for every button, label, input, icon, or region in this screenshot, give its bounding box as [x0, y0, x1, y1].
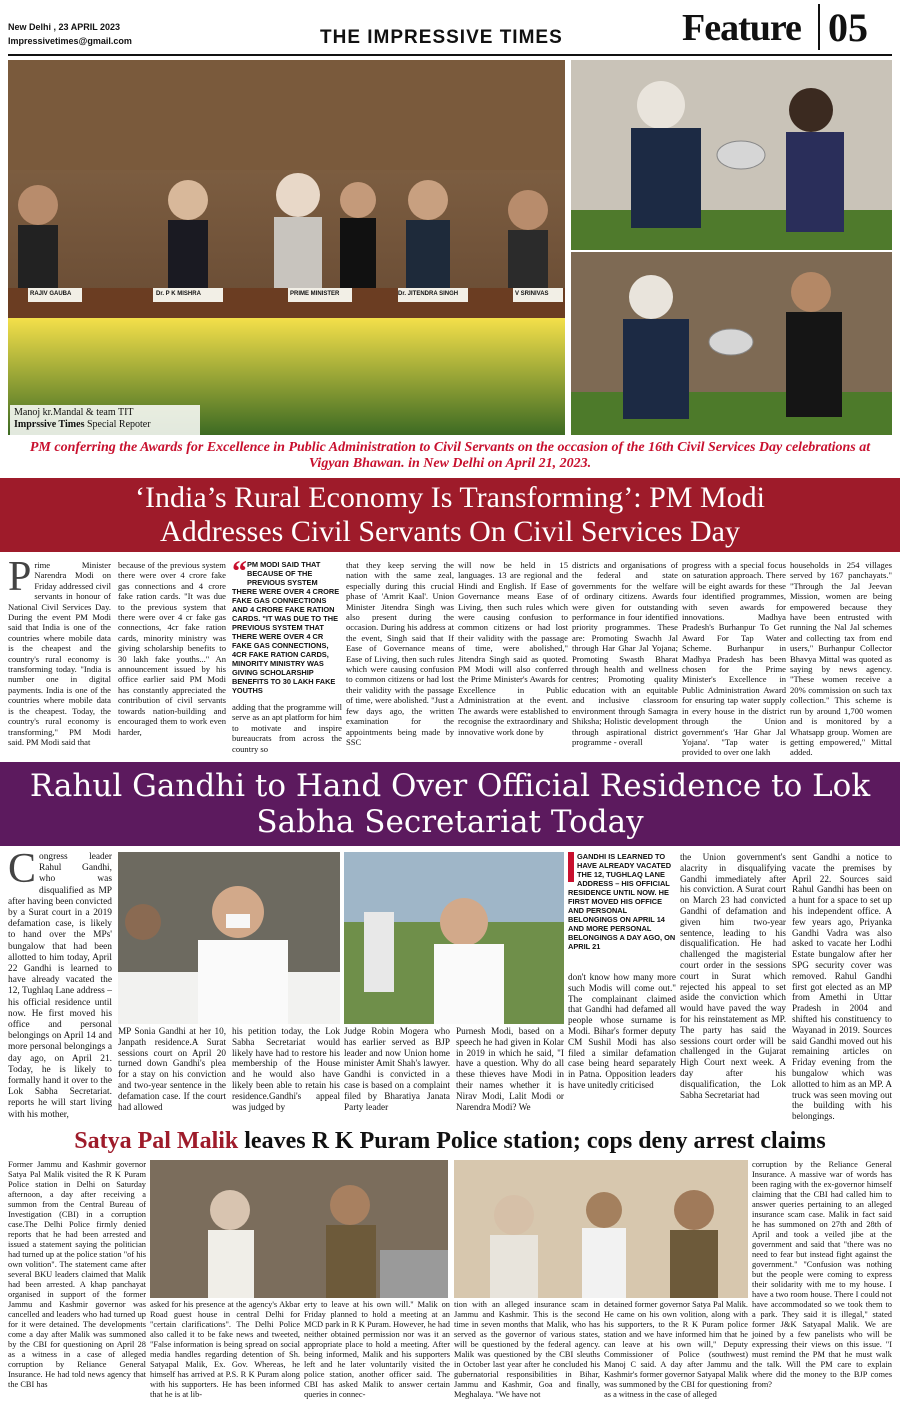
story3-col2: asked for his presence at the agency's Akbar Road guest house in central Delhi for "certain clarifications". The Delhi Police also called it to be fake news and tweeted, "False information is being spread on social media handles regarding detention of Sh. Satyapal Malik, Ex. Gov. Whereas, he himself has arrived at P.S. R K Puram along with his supporters. He has been informed that he is at lib- — [150, 1300, 300, 1399]
masthead-divider — [818, 4, 820, 50]
credit-bold: Imprssive Times — [14, 419, 85, 430]
story2-col6: don't know how many more such Modis will come out." The complainant claimed that Gandhi had defamed all people whose surname is Modi. Bihar's former deputy CM Sushil Modi has also filed a similar defamation case being heard separately in Patna. Opposition leaders have unitedly criticised — [568, 972, 676, 1090]
nameplate: PRIME MINISTER — [290, 291, 340, 297]
photo-rahul-gandhi-1 — [118, 852, 340, 1024]
photo-award-man — [571, 252, 892, 435]
photo-satya-pal-malik-1 — [150, 1160, 448, 1298]
story2-headline-line1: Rahul Gandhi to Hand Over Official Residence to Lok — [29, 768, 871, 804]
nameplate: V SRINIVAS — [515, 291, 549, 297]
credit-line2 — [14, 419, 196, 431]
story1-col5: will now be held in 15 languages. 13 are regional and Hindi and English. If Ease of Governance means Ease of Living, then such rules which were causing confusion to common citizens or had lost their validity with the passage of time, were abolished," Jitendra Singh said as quoted. PM Modi will also conferred the Prime Minister's Awards for Excellence in Public Administration at the event. The awards were established to recognise the extraordinary and innovative work done by — [458, 560, 568, 737]
story2-col8: sent Gandhi a notice to vacate the premises by April 22. Sources said Rahul Gandhi has been on a hunt for a space to set up his independent office. A few years ago, Priyanka Gandhi Vadra was also asked to vacate her Lodhi Estate bungalow after her SPG security cover was removed. Rahul Gandhi first got elected as an MP from Amethi in Uttar Pradesh in 2004 and shifted his constituency to Wayanad in 2019. Sources said Gandhi moved out his remaining articles on Friday evening from the bungalow which was allotted to him as an MP. A truck was seen moving out the building with his belongings. — [792, 852, 892, 1122]
story2-headline-line2: Sabha Secretariat Today — [256, 804, 644, 840]
story3-col6: corruption by the Reliance General Insurance. A massive war of words has been raging with the ex-governor himself claiming that the CBI had called him to answer queries pertaining to an alleged insurance scam case. Malik in fact said he has summoned on 27th and 28th of April and took a veiled jibe at the government and said that "there was no need to fear but instead fight against the government." "Confusion was nothing but the people were coming to express their solidarity with me to my house. I have a two room house. There I could not have accommodated so we took them to a park. They said it is illegal," stated former J&K Satyapal Malik. We are joined by a few panelists who will be expressing their views on this issue. "I must remind the PM that he must walk the talk. Will the PM care to explain where did the money to the BJP comes from? — [752, 1160, 892, 1389]
story2-col3: his petition today, the Lok Sabha Secretariat would likely have had to restore his membership of the House and he would also have likely been able to retain his residence.Gandhi's appeal was judged by — [232, 1026, 340, 1112]
story1-pull-quote: “ PM MODI SAID THAT BECAUSE OF THE PREVIOUS SYSTEM THERE WERE OVER 4 CRORE FAKE GAS CONNECTIONS AND 4 CRORE FAKE RATION CARDS. "IT WAS DUE TO THE PREVIOUS SYSTEM THAT THERE WERE OVER 4 CR FAKE GAS CONNECTIONS, 4CR FAKE RATION CARDS, MINORITY MINISTRY WAS GIVING SCHOLARSHIP BENEFITS TO 30 LAKH FAKE YOUTHS — [232, 555, 340, 695]
story2-col5: Purnesh Modi, based on a speech he had given in Kolar in 2019 in which he said, "I have a question. Why do all these thieves have Modi in their names whether it is Nirav Modi, Lalit Modi or Narendra Modi? We — [456, 1026, 564, 1112]
masthead-rule — [8, 54, 892, 56]
story1-col4: that they keep serving the nation with the same zeal, especially during this crucial phase of 'Amrit Kaal'. Union Minister Jitendra Singh was also present during the occasion. During his address at the event, Singh said that If Ease of Governance means Ease of Living, then such rules which were causing confusion to common citizens or had lost their validity with the passage of time, were abolished. "Just a few days ago, the written examination for the appointments being made by SSC — [346, 560, 454, 747]
story3-headline-red: Satya Pal Malik — [74, 1128, 239, 1154]
story1-col6: districts and organisations of the federal and state governments for the welfare of ordinary citizens. Awards were given for outstanding performance in four identified priority programmes. These are: Promoting Swachh Jal through Har Ghar Jal Yojana; Promoting Swasth Bharat through health and wellness centres; Promoting quality education with an equitable and inclusive classroom environment through Samagra Shiksha; Holistic development through aspirational district programme - overall — [572, 560, 678, 747]
dateline: New Delhi , 23 APRIL 2023 — [8, 22, 121, 32]
paper-name: THE IMPRESSIVE TIMES — [320, 27, 563, 48]
quote-mark-icon: “ — [232, 555, 247, 588]
story2-pull-quote: GANDHI IS LEARNED TO HAVE ALREADY VACATED THE 12, TUGHLAQ LANE ADDRESS – HIS OFFICIAL RESIDENCE UNTIL NOW. HE FIRST MOVED HIS OFFICE AND PERSONAL BELONGINGS ON APRIL 14 AND MORE PERSONAL BELONGINGS A DAY AGO, ON APRIL 21 — [568, 852, 676, 951]
credit-rest: Special Repoter — [84, 419, 151, 430]
photo-rahul-gandhi-2 — [344, 852, 564, 1024]
nameplate: RAJIV GAUBA — [30, 291, 72, 297]
story3-col1: Former Jammu and Kashmir governor Satya Pal Malik visited the R K Puram Police station in Delhi on Saturday afternoon, a day after receiving a summon from the Central Bureau of Investigation (CBI) in a corruption case.The Delhi Police firmly denied reports that he had been arrested and issued a statement saying the politician had turned up at the police station "of his own volition". The statement came after several BKU leaders claimed that Malik had been arrested. A khap panchayat organised in support of the former Jammu and Kashmir governor was cancelled and leaders who had turned up for it were detained. The developments come a day after Malik was summoned by the CBI for questioning on April 28 as a witness in a case of alleged corruption by Reliance General Insurance. He had told news agency that the CBI has — [8, 1160, 146, 1389]
story1-headline-line1: ‘India’s Rural Economy Is Transforming’: PM Modi — [135, 481, 765, 514]
credit-line1: Manoj kr.Mandal & team TIT — [14, 407, 134, 418]
photo-caption: PM conferring the Awards for Excellence in Public Administration to Civil Servants on the occasion of the 16th Civil Services Day celebrations at Vigyan Bhawan. in New Delhi on April 21, 2023. — [29, 440, 871, 471]
quote-bar-icon — [568, 852, 574, 882]
story3-col3: erty to leave at his own will." Malik on Friday planned to hold a meeting at an MCD park in R K Puram. However, he had neither obtained permission nor was it an appropriate place to hold a meeting. After being informed, Malik and his supporters left and he later voluntarily visited the police station, another officer said. The CBI has asked Malik to answer certain queries in connec- — [304, 1300, 450, 1399]
nameplate: Dr. JITENDRA SINGH — [398, 291, 459, 297]
photo-award-woman — [571, 60, 892, 250]
story1-col1-text: rime Minister Narendra Modi on Friday addressed civil servants in honour of National Civil Services Day. During the event PM Modi said that India is one of the countries where mobile data is the cheapest and the country's rural economy is transforming today. "India is number one in digital payments. India is one of the countries where mobile data is the cheapest. Today, the country's rural economy is transforming," PM Modi said. PM Modi said that — [8, 560, 111, 747]
story3-col4: tion with an alleged insurance scam in Jammu and Kashmir. This is the second time in seven months that Malik, who has served as the governor of various states, will be questioned by the federal agency. Malik was questioned by the CBI sleuths in October last year after he concluded his gubernatorial responsibilities in Bihar, Jammu and Kashmir, Goa and finally, Meghalaya. "We have not — [454, 1300, 600, 1399]
story3-headline-rest: leaves R K Puram Police station; cops deny arrest claims — [238, 1128, 826, 1154]
story2-drop-cap: C — [8, 846, 37, 892]
story2-col1: Congress leader Rahul Gandhi, who was disqualified as MP after having been convicted by a Surat court in a 2019 defamation case, is likely to hand over the MPs' bungalow that had been allotted to him today, April 22 Gandhi is learned to have already vacated the 12, Tughlaq Lane address – his official residence until now. He first moved his office and personal belongings on April 14 and more personal belongings a day ago, on April 21. Today, he is likely to formally hand it over to the Lok Sabha Secretariat. reports he will start living with his mother, — [8, 846, 112, 1120]
nameplate: Dr. P K MISHRA — [156, 291, 201, 297]
story1-col8: households in 254 villages served by 167 panchayats." "Through the Jal Jeevan Mission, women are being empowered because they have been entrusted with running the Nal Jal schemes and collecting tax from end users," Burhanpur Collector Bhavya Mittal was quoted as saying by news agency. "These women receive a 20% commission on such tax collection." This scheme is run by around 1,700 women and is monitored by a Whatsapp group. Women are getting empowered," Mittal added. — [790, 560, 892, 758]
story3-headline — [0, 1126, 900, 1156]
story1-drop-cap: P — [8, 554, 32, 600]
story1-col2: because of the previous system there were over 4 crore fake gas connections and 4 crore fake ration cards. "It was due to the previous system that there were over 4 cr fake gas connections, 4cr fake ration cards, minority ministry was giving scholarship benefits to 30 lakh fake youths..." An announcement issued by his office earlier said PM Modi has constantly appreciated the contribution of civil servants towards nation-building and encouraged them to work even harder, — [118, 560, 226, 737]
story1-col3: adding that the programme will serve as an apt platform for him to motivate and inspire bureaucrats from across the country so — [232, 702, 342, 754]
story1-headline — [0, 481, 900, 549]
story2-col7: the Union government's alacrity in disqualifying Gandhi immediately after his conviction. A Surat court on March 23 had convicted Gandhi of defamation and given him two-year sentence, leading to his disqualification. He had challenged the magisterial court order in the sessions court in Surat which rejected his appeal to set aside the conviction which would have paved the way for his reinstatement as MP. The party has said the sessions court order will be challenged in the Gujarat High Court next week. A day after his disqualification, the Lok Sabha Secretariat had — [680, 852, 786, 1100]
story2-col4: Judge Robin Mogera who has earlier served as BJP leader and now Union home minister Amit Shah's lawyer. Gandhi is convicted in a case is based on a complaint filed by Bharatiya Janata Party leader — [344, 1026, 450, 1112]
story2-col2: MP Sonia Gandhi at her 10, Janpath residence.A Surat sessions court on April 20 turned down Gandhi's plea for a stay on his conviction and two-year sentence in the defamation case. If the court had allowed — [118, 1026, 226, 1112]
section-title: Feature — [682, 7, 801, 49]
photo-credit — [10, 405, 200, 435]
photo-pm-stage — [8, 60, 565, 435]
page-number: 05 — [828, 5, 868, 50]
story1-col7: progress with a special focus on saturation approach. There will be eight awards for these four identified programmes, with seven awards for innovations. Madhya Pradesh's Burhanpur To Get Award For Tap Water Scheme. Burhanpur in Madhya Pradesh has been chosen for the Prime Minister's Excellence in Public Administration Award for ensuring tap water supply in every house in the district through the Union government's 'Har Ghar Jal Yojana'. "Tap water is provided to over one lakh — [682, 560, 786, 758]
story1-headline-line2: Addresses Civil Servants On Civil Services Day — [160, 515, 740, 548]
email: Impressivetimes@gmail.com — [8, 36, 132, 46]
story2-headline — [0, 768, 900, 840]
story3-col5: detained former governor Satya Pal Malik. He came on his own volition, along with his supporters, to the R K Puram police station and we have informed him that he can leave at his own will," Deputy Commissioner of Police (southwest) Manoj C said. A day after Jammu and Kashmir's former governor Satyapal Malik was summoned by the CBI for questioning as a witness in the case of alleged — [604, 1300, 748, 1399]
photo-satya-pal-malik-2 — [454, 1160, 748, 1298]
